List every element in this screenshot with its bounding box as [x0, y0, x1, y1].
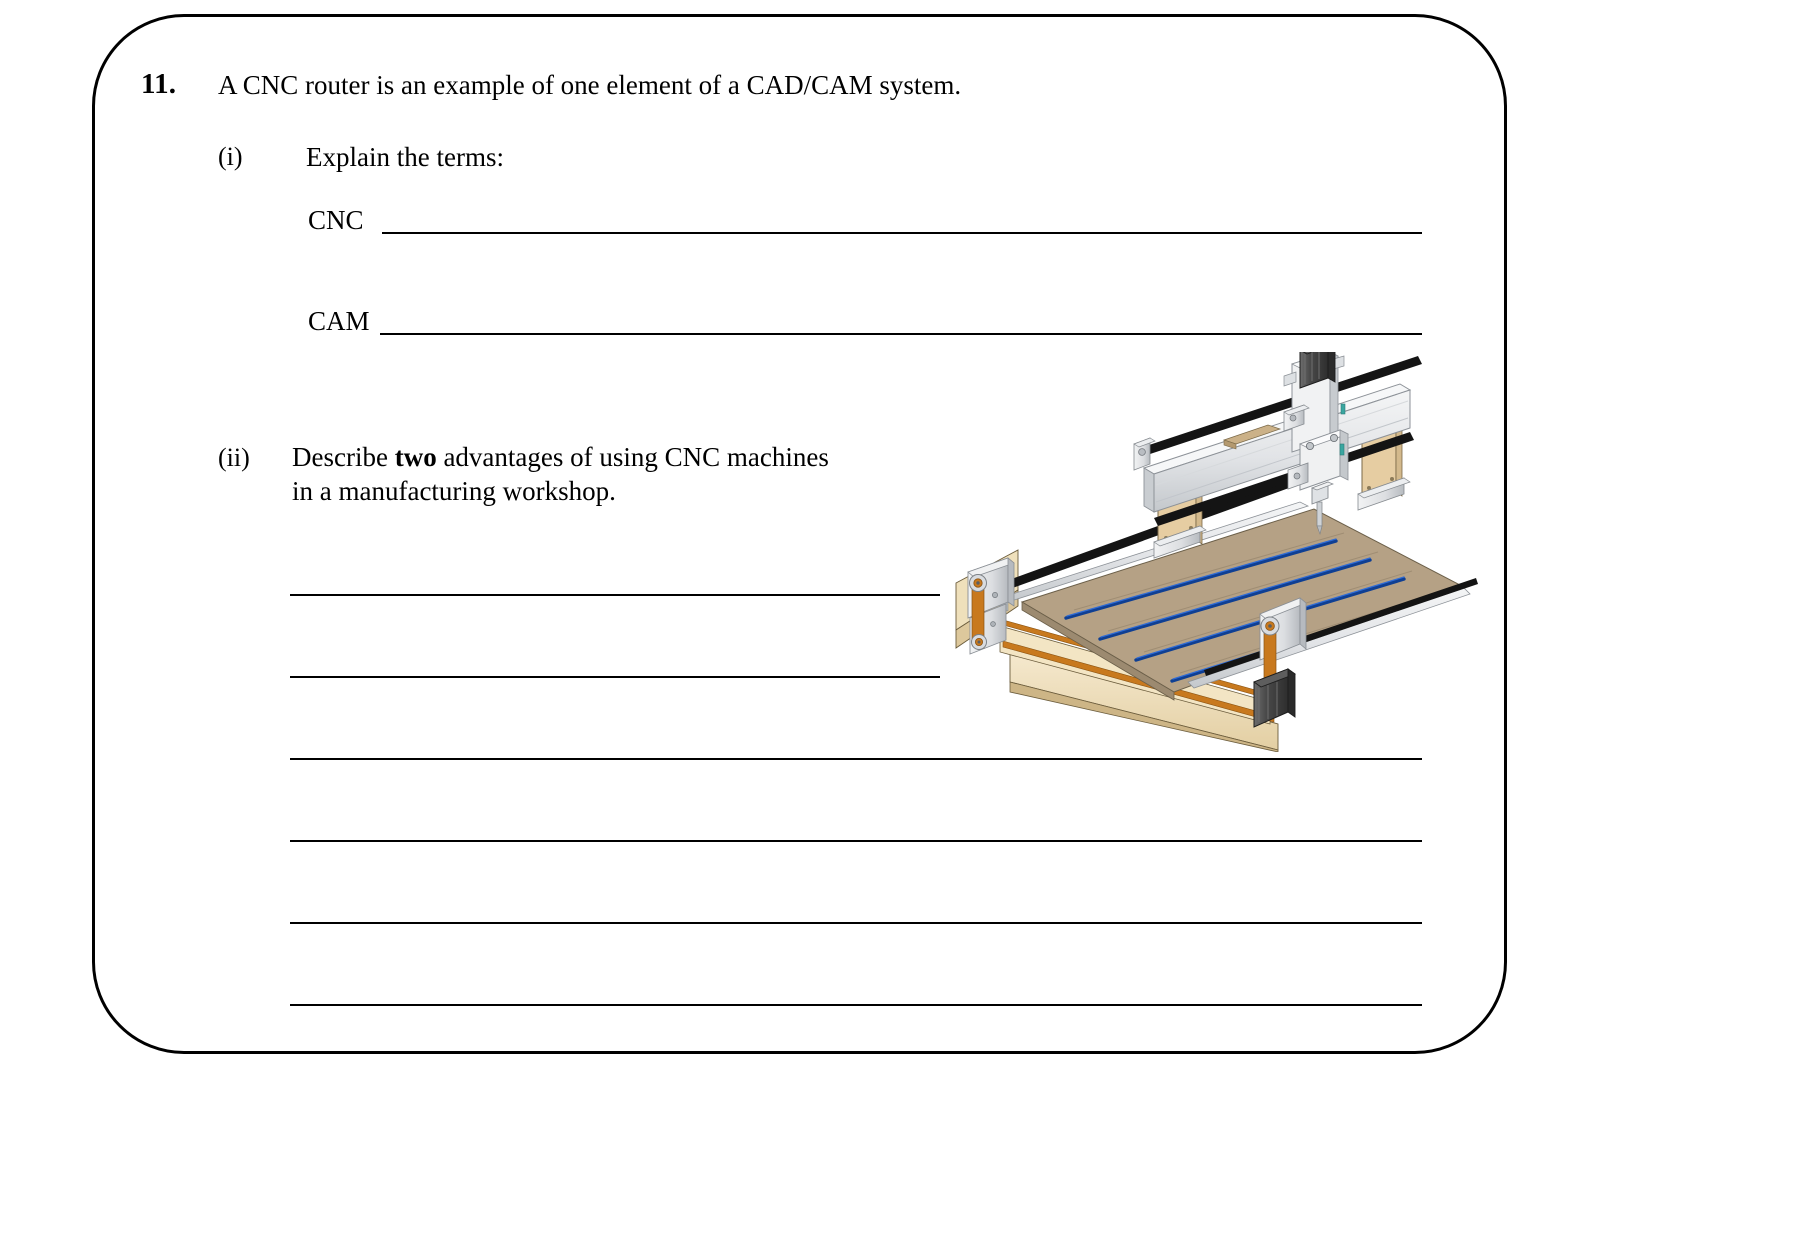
term-label-cnc: CNC — [308, 205, 364, 235]
answer-line-1[interactable] — [290, 594, 940, 596]
answer-line-4[interactable] — [290, 840, 1422, 842]
answer-rule-cam[interactable] — [380, 333, 1422, 335]
question-stem: A CNC router is an example of one element of a CAD/CAM system. — [218, 70, 962, 100]
term-label-cam: CAM — [308, 306, 370, 336]
answer-line-5[interactable] — [290, 922, 1422, 924]
part-text-ii-line1-post: advantages of using CNC machines — [436, 442, 829, 472]
answer-line-6[interactable] — [290, 1004, 1422, 1006]
cnc-router-illustration — [948, 352, 1478, 752]
part-text-ii-line1-pre: Describe — [292, 442, 395, 472]
part-text-i: Explain the terms: — [306, 142, 504, 172]
answer-line-3[interactable] — [290, 758, 1422, 760]
answer-rule-cnc[interactable] — [382, 232, 1422, 234]
part-text-ii-line2: in a manufacturing workshop. — [292, 476, 616, 506]
part-label-i: (i) — [218, 142, 243, 171]
part-text-ii — [292, 440, 892, 508]
part-text-ii-bold: two — [394, 442, 437, 472]
answer-line-2[interactable] — [290, 676, 940, 678]
question-number: 11. — [141, 68, 177, 100]
part-label-ii: (ii) — [218, 443, 250, 472]
